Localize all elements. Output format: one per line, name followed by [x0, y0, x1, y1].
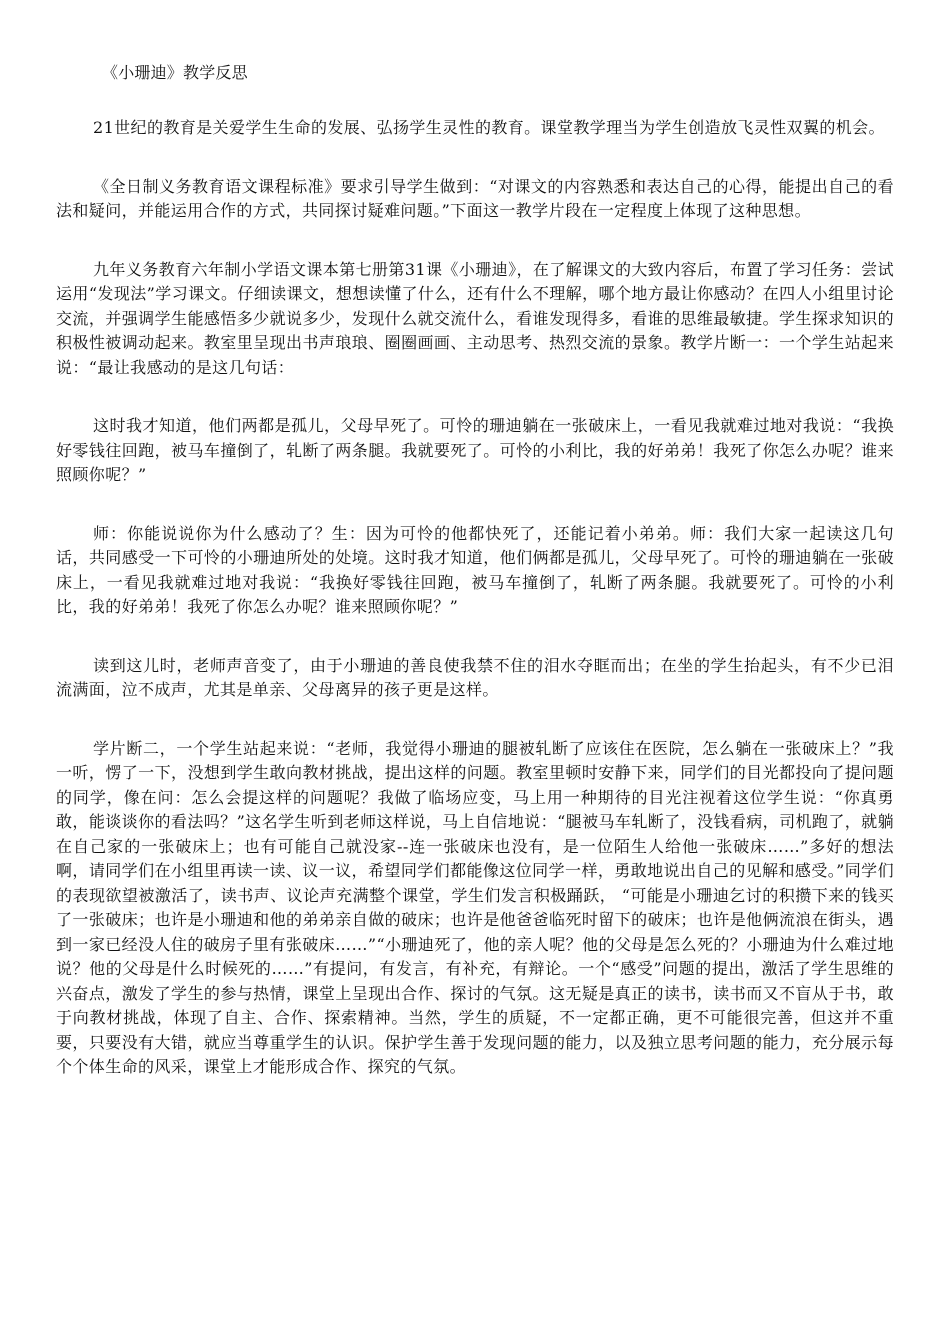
- paragraph-teaching-segment-two: 学片断二，一个学生站起来说：“老师，我觉得小珊迪的腿被轧断了应该住在医院，怎么躺在一张破床上？”我一听，愣了一下，没想到学生敢向教材挑战，提出这样的问题。教室里顿时安静下来，同学们的目光都投向了提问题的同学，像在问：怎么会提这样的问题呢？我做了临场应变，马上用一种期待的目光注视着这位学生说：“你真勇敢，能谈谈你的看法吗？”这名学生听到老师这样说，马上自信地说：“腿被马车轧断了，没钱看病，司机跑了，就躺在自己家的一张破床上；也有可能自己就没家--连一张破床也没有，是一位陌生人给他一张破床……”多好的想法啊，请同学们在小组里再读一读、议一议，希望同学们都能像这位同学一样，勇敢地说出自己的见解和感受。”同学们的表现欲望被激活了，读书声、议论声充满整个课堂，学生们发言积极踊跃， “可能是小珊迪乞讨的积攒下来的钱买了一张破床；也许是小珊迪和他的弟弟亲自做的破床；也许是他爸爸临死时留下的破床；也许是他俩流浪在街头，遇到一家已经没人住的破房子里有张破床……”“小珊迪死了，他的亲人呢？他的父母是怎么死的？小珊迪为什么难过地说？他的父母是什么时候死的……”有提问，有发言，有补充，有辩论。一个“感受”问题的提出，激活了学生思维的兴奋点，激发了学生的参与热情，课堂上呈现出合作、探讨的气氛。这无疑是真正的读书，读书而又不盲从于书，敢于向教材挑战，体现了自主、合作、探索精神。当然，学生的质疑，不一定都正确，更不可能很完善，但这并不重要，只要没有大错，就应当尊重学生的认识。保护学生善于发现问题的能力，以及独立思考问题的能力，充分展示每个个体生命的风采，课堂上才能形成合作、探究的气氛。: [56, 738, 894, 1076]
- paragraph-reading-reaction: 读到这儿时，老师声音变了，由于小珊迪的善良使我禁不住的泪水夺眶而出；在坐的学生抬起头，有不少已泪流满面，泣不成声，尤其是单亲、父母离异的孩子更是这样。: [56, 655, 894, 699]
- paragraph-teacher-student-dialogue: 师：你能说说你为什么感动了？生：因为可怜的他都快死了，还能记着小弟弟。师：我们大家一起读这几句话，共同感受一下可怜的小珊迪所处的处境。这时我才知道，他们俩都是孤儿，父母早死了。可怜的珊迪躺在一张破床上，一看见我就难过地对我说：“我换好零钱往回跑，被马车撞倒了，轧断了两条腿。我就要死了。可怜的小利比，我的好弟弟！我死了你怎么办呢？谁来照顾你呢？”: [56, 523, 894, 616]
- document-page: [56, 62, 894, 1080]
- paragraph-curriculum-standard: 《全日制义务教育语文课程标准》要求引导学生做到：“对课文的内容熟悉和表达自己的心得，能提出自己的看法和疑问，并能运用合作的方式，共同探讨疑难问题。”下面这一教学片段在一定程度上体现了这种思想。: [56, 176, 894, 220]
- document-title: 《小珊迪》教学反思: [102, 63, 248, 82]
- paragraph-quoted-text: 这时我才知道，他们两都是孤儿，父母早死了。可怜的珊迪躺在一张破床上，一看见我就难过地对我说：“我换好零钱往回跑，被马车撞倒了，轧断了两条腿。我就要死了。可怜的小利比，我的好弟弟！我死了你怎么办呢？谁来照顾你呢？”: [56, 416, 894, 484]
- paragraph-intro: 21世纪的教育是关爱学生生命的发展、弘扬学生灵性的教育。课堂教学理当为学生创造放飞灵性双翼的机会。: [93, 118, 885, 137]
- paragraph-lesson-setup: 九年义务教育六年制小学语文课本第七册第31课《小珊迪》，在了解课文的大致内容后，布置了学习任务：尝试运用“发现法”学习课文。仔细读课文，想想读懂了什么，还有什么不理解，哪个地方最让你感动？在四人小组里讨论交流，并强调学生能感悟多少就说多少，发现什么就交流什么，看谁发现得多，看谁的思维最敏捷。学生探求知识的积极性被调动起来。教室里呈现出书声琅琅、圈圈画画、主动思考、热烈交流的景象。教学片断一：一个学生站起来说：“最让我感动的是这几句话：: [56, 259, 894, 377]
